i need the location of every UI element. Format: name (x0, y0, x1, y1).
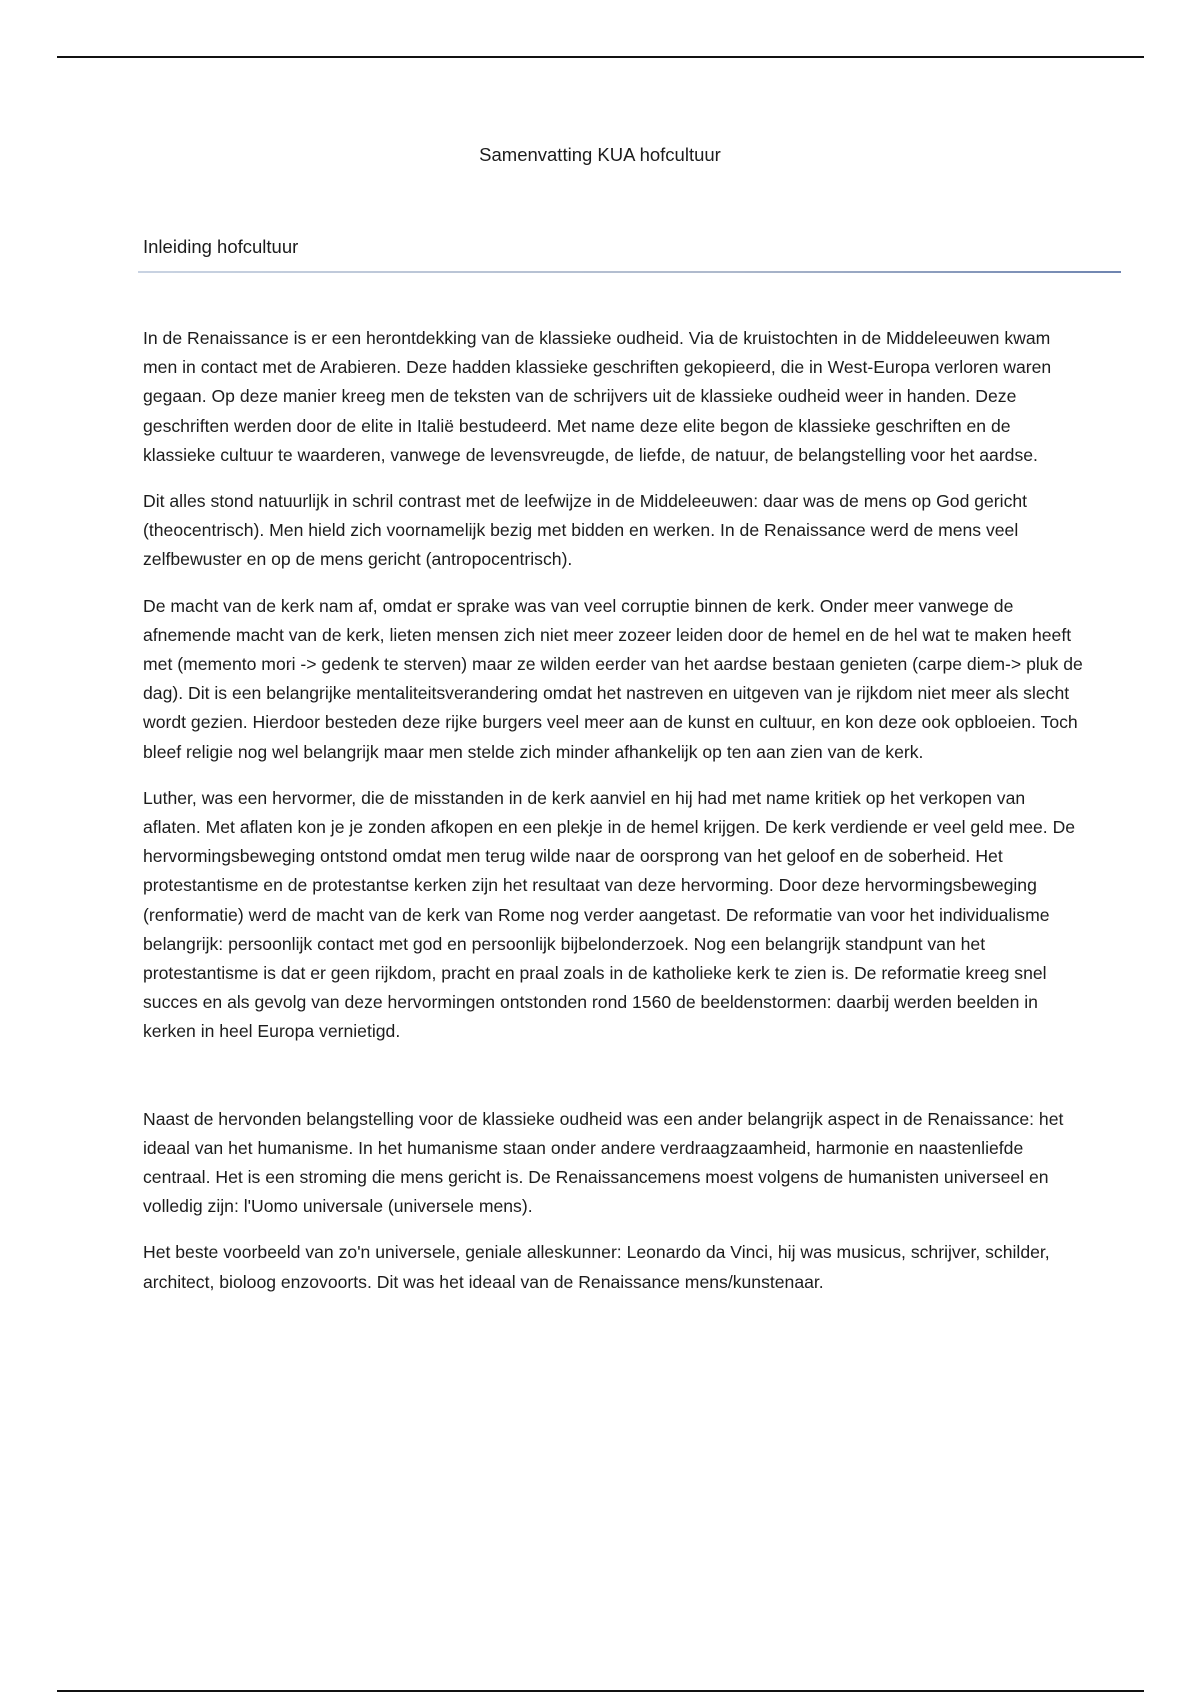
paragraph-church-power: De macht van de kerk nam af, omdat er sprake was van veel corruptie binnen de kerk. Onder meer vanwege de afnemende macht van de kerk, lieten mensen zich niet meer zozeer leiden door de hemel en de hel wat te maken heeft met (memento mori -> gedenk te sterven) maar ze wilden eerder van het aardse bestaan genieten (carpe diem-> pluk de dag). Dit is een belangrijke mentaliteitsverandering omdat het nastreven en uitgeven van je rijkdom niet meer als slecht wordt gezien. Hierdoor besteden deze rijke burgers veel meer aan de kunst en cultuur, en kon deze ook opbloeien. Toch bleef religie nog wel belangrijk maar men stelde zich minder afhankelijk op ten aan zien van de kerk. (143, 595, 1083, 762)
paragraph-theocentric-contrast: Dit alles stond natuurlijk in schril contrast met de leefwijze in de Middeleeuwen: daar was de mens op God gericht (theocentrisch). Men hield zich voornamelijk bezig met bidden en werken. In de Renaissance werd de mens veel zelfbewuster en op de mens gericht (antropocentrisch). (143, 491, 1028, 570)
heading-underline (138, 271, 1121, 273)
document-body (143, 324, 1083, 1314)
page-top-rule (57, 56, 1144, 58)
paragraph-luther-reformation: Luther, was een hervormer, die de misstanden in de kerk aanviel en hij had met name kritiek op het verkopen van aflaten. Met aflaten kon je je zonden afkopen en een plekje in de hemel krijgen. De kerk verdiende er veel geld mee. De hervormingsbeweging ontstond omdat men terug wilde naar de oorsprong van het geloof en de soberheid. Het protestantisme en de protestantse kerken zijn het resultaat van deze hervorming. Door deze hervormingsbeweging (renformatie) werd de macht van de kerk van Rome nog verder aangetast. De reformatie van voor het individualisme belangrijk: persoonlijk contact met god en persoonlijk bijbelonderzoek. Nog een belangrijk standpunt van het protestantisme is dat er geen rijkdom, pracht en praal zoals in de katholieke kerk te zien is. De reformatie kreeg snel succes en als gevolg van deze hervormingen ontstonden rond 1560 de beeldenstormen: daarbij werden beelden in kerken in heel Europa vernietigd. (143, 787, 1076, 1042)
page-bottom-rule (57, 1690, 1144, 1692)
section-heading: Inleiding hofcultuur (143, 236, 299, 257)
document-title: Samenvatting KUA hofcultuur (479, 144, 721, 165)
paragraph-leonardo: Het beste voorbeeld van zo'n universele, geniale alleskunner: Leonardo da Vinci, hij was musicus, schrijver, schilder, architect, bioloog enzovoorts. Dit was het ideaal van de Renaissance mens/kunstenaar. (143, 1242, 1050, 1292)
paragraph-humanism: Naast de hervonden belangstelling voor de klassieke oudheid was een ander belangrijk aspect in de Renaissance: het ideaal van het humanisme. In het humanisme staan onder andere verdraagzaamheid, harmonie en naastenliefde centraal. Het is een stroming die mens gericht is. De Renaissancemens moest volgens de humanisten universeel en volledig zijn: l'Uomo universale (universele mens). (143, 1108, 1064, 1217)
paragraph-renaissance-intro: In de Renaissance is er een herontdekking van de klassieke oudheid. Via de kruistochten in de Middeleeuwen kwam men in contact met de Arabieren. Deze hadden klassieke geschriften gekopieerd, die in West-Europa verloren waren gegaan. Op deze manier kreeg men de teksten van de schrijvers uit de klassieke oudheid weer in handen. Deze geschriften werden door de elite in Italië bestudeerd. Met name deze elite begon de klassieke geschriften en de klassieke cultuur te waarderen, vanwege de levensvreugde, de liefde, de natuur, de belangstelling voor het aardse. (143, 328, 1052, 465)
